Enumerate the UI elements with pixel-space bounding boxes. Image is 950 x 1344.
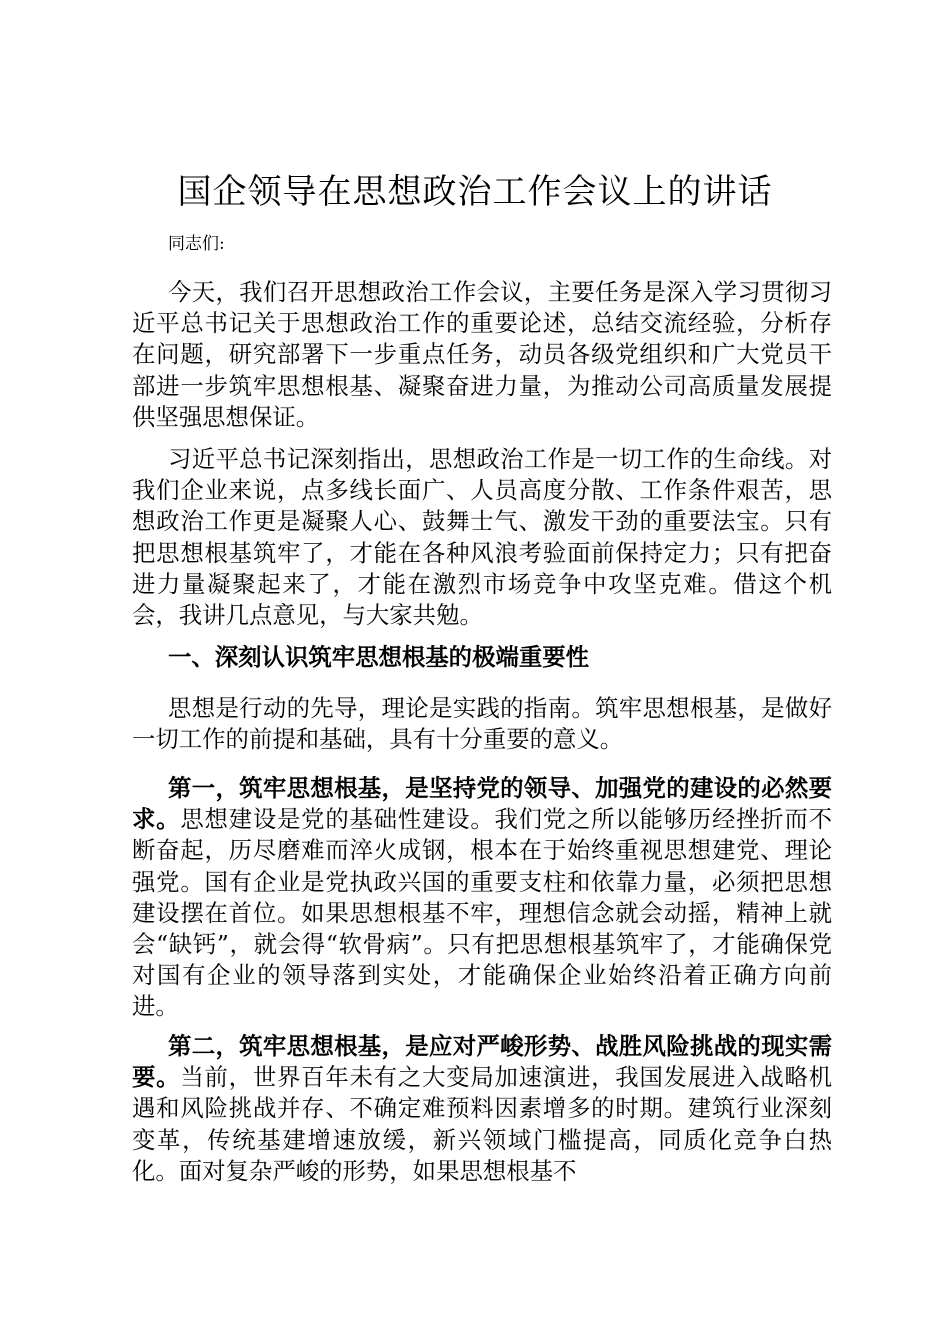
section-heading-1: 一、深刻认识筑牢思想根基的极端重要性 bbox=[168, 643, 590, 671]
paragraph-point-1 bbox=[132, 773, 832, 1023]
point-1-body: 思想建设是党的基础性建设。我们党之所以能够历经挫折而不断奋起，历尽磨难而淬火成钢，根本在于始终重视思想建党、理论强党。国有企业是党执政兴国的重要支柱和依靠力量，必须把思想建设摆在首位。如果思想根基不牢，理想信念就会动摇，精神上就会“缺钙”，就会得“软骨病”。只有把思想根基筑牢了，才能确保党对国有企业的领导落到实处，才能确保企业始终沿着正确方向前进。 bbox=[132, 805, 833, 1021]
paragraph-point-2 bbox=[132, 1031, 832, 1187]
point-2-body: 当前，世界百年未有之大变局加速演进，我国发展进入战略机遇和风险挑战并存、不确定难预料因素增多的时期。建筑行业深刻变革，传统基建增速放缓，新兴领域门槛提高，同质化竞争白热化。面对复杂严峻的形势，如果思想根基不 bbox=[132, 1063, 833, 1185]
document-title: 国企领导在思想政治工作会议上的讲话 bbox=[177, 172, 773, 212]
paragraph-section-intro: 思想是行动的先导，理论是实践的指南。筑牢思想根基，是做好一切工作的前提和基础，具有十分重要的意义。 bbox=[132, 694, 832, 754]
point-2-lead: 第二，筑牢思想根基，是应对严峻形势、战胜风险挑战的现实需要。 bbox=[132, 1032, 832, 1092]
paragraph-context: 习近平总书记深刻指出，思想政治工作是一切工作的生命线。对我们企业来说，点多线长面广、人员高度分散、工作条件艰苦，思想政治工作更是凝聚人心、鼓舞士气、激发干劲的重要法宝。只有把思想根基筑牢了，才能在各种风浪考验面前保持定力；只有把奋进力量凝聚起来了，才能在激烈市场竞争中攻坚克难。借这个机会，我讲几点意见，与大家共勉。 bbox=[132, 445, 832, 630]
point-1-lead: 第一，筑牢思想根基，是坚持党的领导、加强党的建设的必然要求。 bbox=[132, 774, 832, 834]
paragraph-opening: 今天，我们召开思想政治工作会议，主要任务是深入学习贯彻习近平总书记关于思想政治工作的重要论述，总结交流经验，分析存在问题，研究部署下一步重点任务，动员各级党组织和广大党员干部进一步筑牢思想根基、凝聚奋进力量，为推动公司高质量发展提供坚强思想保证。 bbox=[132, 278, 832, 431]
salutation: 同志们: bbox=[168, 234, 225, 254]
